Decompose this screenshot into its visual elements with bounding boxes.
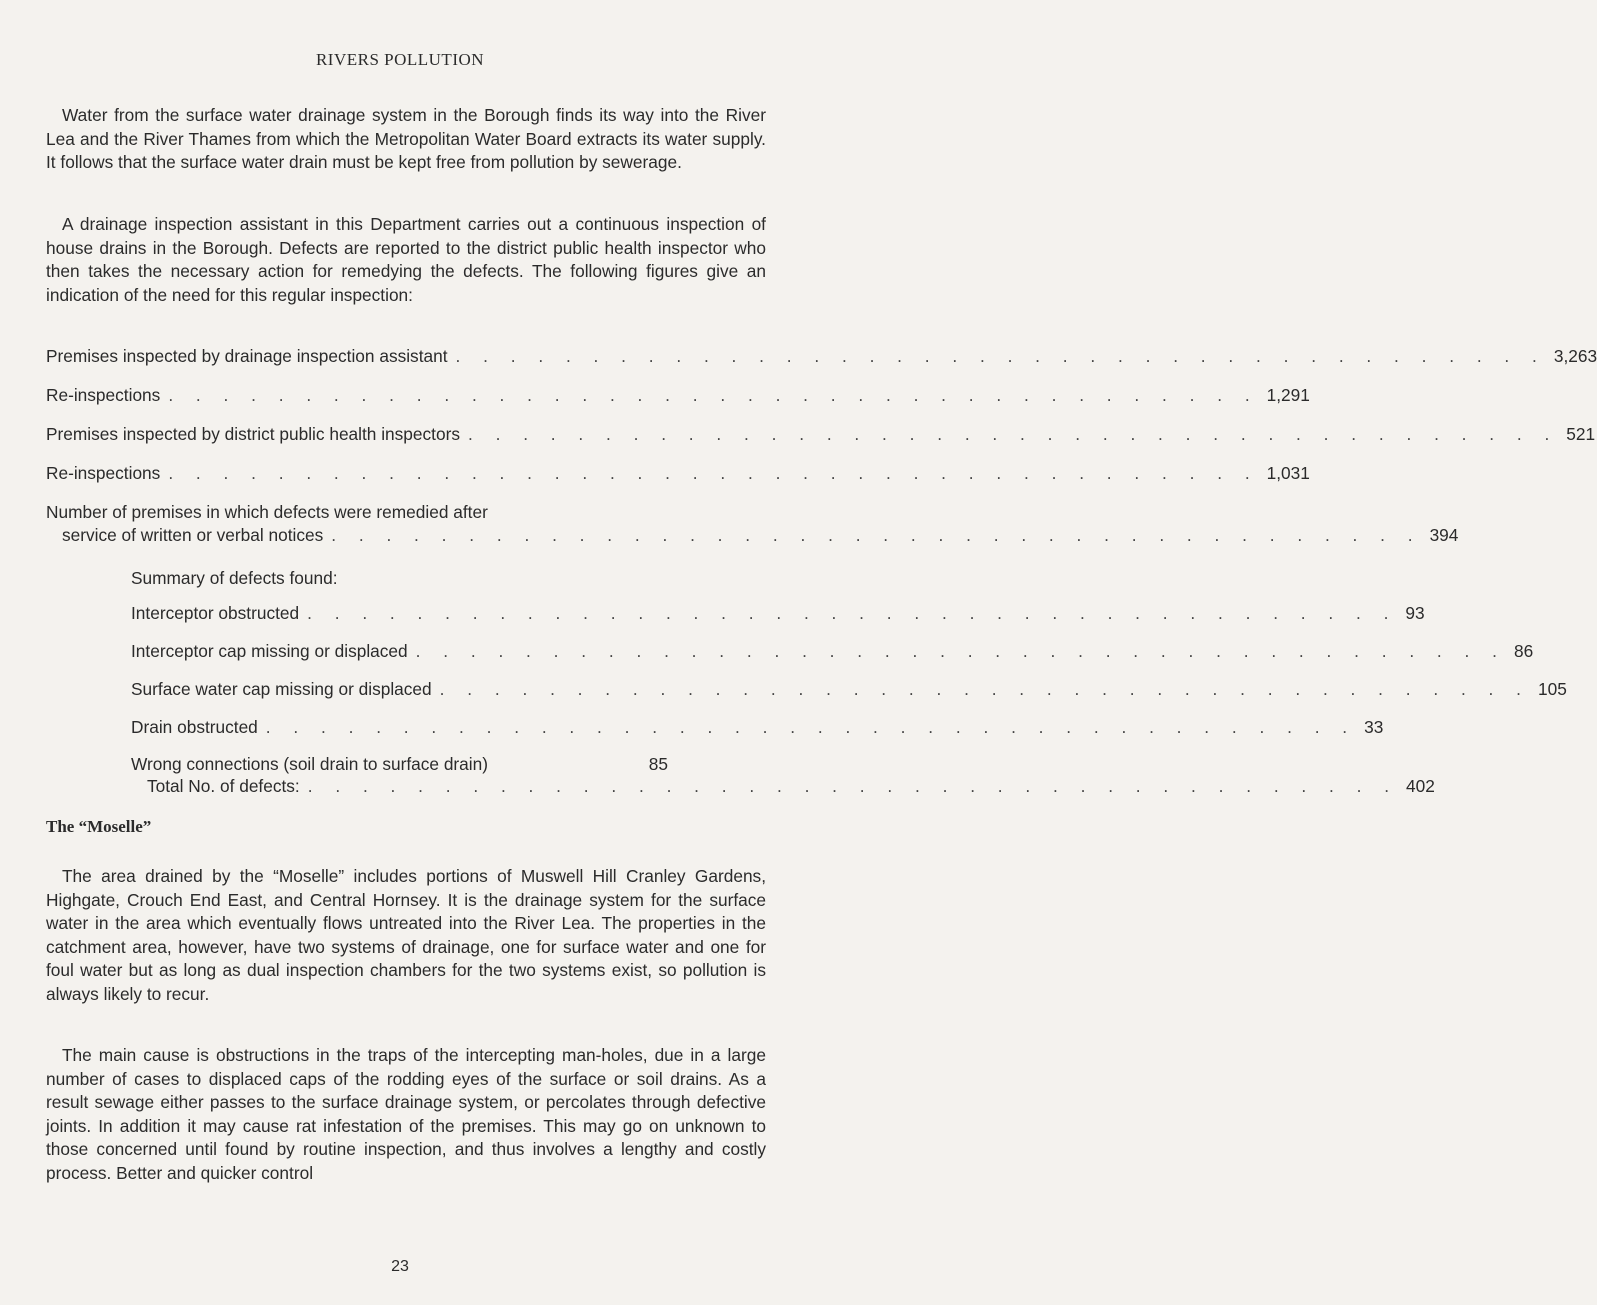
leader-dots: . . . . . . . . . . . . . . . . . . . . . . . . . . . . . . . . . . . . . . . . — [467, 424, 1559, 444]
total-label: Total No. of defects: — [147, 776, 300, 796]
page-number: 23 — [391, 1258, 409, 1275]
remedied-line-1 — [46, 501, 766, 524]
defect-row — [131, 753, 668, 776]
figure-row — [46, 384, 1310, 407]
leader-dots: . . . . . . . . . . . . . . . . . . . . . . . . . . . . . . . . . . . . . . . . — [331, 525, 1422, 545]
figure-value: 3,263 — [1553, 346, 1597, 366]
defect-value: 105 — [1537, 679, 1567, 699]
figure-label: Re-inspections — [46, 385, 161, 405]
defect-value: 86 — [1513, 641, 1534, 661]
remedied-line-2 — [62, 524, 1459, 547]
leader-dots: . . . . . . . . . . . . . . . . . . . . . . . . . . . . . . . . . . . . . . . . — [168, 463, 1259, 483]
section-heading: The “Moselle” — [46, 817, 152, 836]
figure-label: Premises inspected by district public health inspectors — [46, 424, 460, 444]
defect-label: Surface water cap missing or displaced — [131, 679, 432, 699]
leader-dots: . . . . . . . . . . . . . . . . . . . . . . . . . . . . . . . . . . . . . . . . — [455, 346, 1546, 366]
defect-label: Interceptor cap missing or displaced — [131, 641, 408, 661]
cause-paragraph: The main cause is obstructions in the traps of the intercepting man-holes, due in a large number of cases to displaced caps of the rodding eyes of the surface or soil drains. As a result sewage either passes to the surface drainage system, or percolates through defective joints. In addition it may cause rat infestation of the premises. This may go on unknown to those concerned until found by routine inspection, and thus involves a lengthy and costly process. Better and quicker control — [46, 1045, 766, 1183]
leader-dots: . . . . . . . . . . . . . . . . . . . . . . . . . . . . . . . . . . . . . . . . — [265, 717, 1357, 737]
remedied-label-2: service of written or verbal notices — [62, 525, 324, 545]
defect-row — [131, 678, 1567, 701]
figure-value: 1,291 — [1266, 385, 1310, 405]
defect-value: 85 — [648, 754, 668, 774]
intro-paragraph: Water from the surface water drainage system in the Borough finds its way into the River Lea and the River Thames from which the Metropolitan Water Board extracts its water supply. It follows that the surface water drain must be kept free from pollution by sewerage. — [46, 105, 766, 172]
figure-row — [46, 462, 1310, 485]
defect-row — [131, 602, 1425, 625]
remedied-value: 394 — [1429, 525, 1459, 545]
figure-label: Re-inspections — [46, 463, 161, 483]
summary-heading — [131, 567, 338, 590]
defect-row — [131, 640, 1534, 663]
figure-value: 1,031 — [1266, 463, 1310, 483]
leader-dots: . . . . . . . . . . . . . . . . . . . . . . . . . . . . . . . . . . . . . . . . — [307, 776, 1399, 796]
defect-row — [131, 716, 1384, 739]
page-title: RIVERS POLLUTION — [315, 50, 485, 69]
leader-dots: . . . . . . . . . . . . . . . . . . . . . . . . . . . . . . . . . . . . . . . . — [168, 385, 1259, 405]
leader-dots: . . . . . . . . . . . . . . . . . . . . . . . . . . . . . . . . . . . . . . . . — [439, 679, 1530, 699]
figure-label: Premises inspected by drainage inspection assistant — [46, 346, 448, 366]
defect-value: 33 — [1364, 717, 1384, 737]
figure-row — [46, 345, 1597, 368]
leader-dots: . . . . . . . . . . . . . . . . . . . . . . . . . . . . . . . . . . . . . . . . — [415, 641, 1506, 661]
defect-label: Wrong connections (soil drain to surface drain) — [131, 754, 488, 774]
remedied-label-1: Number of premises in which defects were remedied after — [46, 502, 488, 522]
total-row — [147, 775, 1435, 798]
figure-row — [46, 423, 1596, 446]
defect-value: 93 — [1405, 603, 1425, 623]
summary-heading-text: Summary of defects found: — [131, 568, 338, 588]
leader-dots: . . . . . . . . . . . . . . . . . . . . . . . . . . . . . . . . . . . . . . . . — [307, 603, 1398, 623]
figure-value: 521 — [1566, 424, 1596, 444]
defect-label: Drain obstructed — [131, 717, 258, 737]
total-value: 402 — [1406, 776, 1435, 796]
moselle-paragraph: The area drained by the “Moselle” includes portions of Muswell Hill Cranley Gardens, Highgate, Crouch End East, and Central Hornsey. It is the drainage system for the surface water in the area which eventually flows untreated into the River Lea. The properties in the catchment area, however, have two systems of drainage, one for surface water and one for foul water but as long as dual inspection chambers for the two systems exist, so pollution is always likely to recur. — [46, 866, 766, 1004]
defect-label: Interceptor obstructed — [131, 603, 300, 623]
inspection-paragraph: A drainage inspection assistant in this Department carries out a continuous inspection of house drains in the Borough. Defects are reported to the district public health inspector who then takes the necessary action for remedying the defects. The following figures give an indication of the need for this regular inspection: — [46, 214, 766, 305]
